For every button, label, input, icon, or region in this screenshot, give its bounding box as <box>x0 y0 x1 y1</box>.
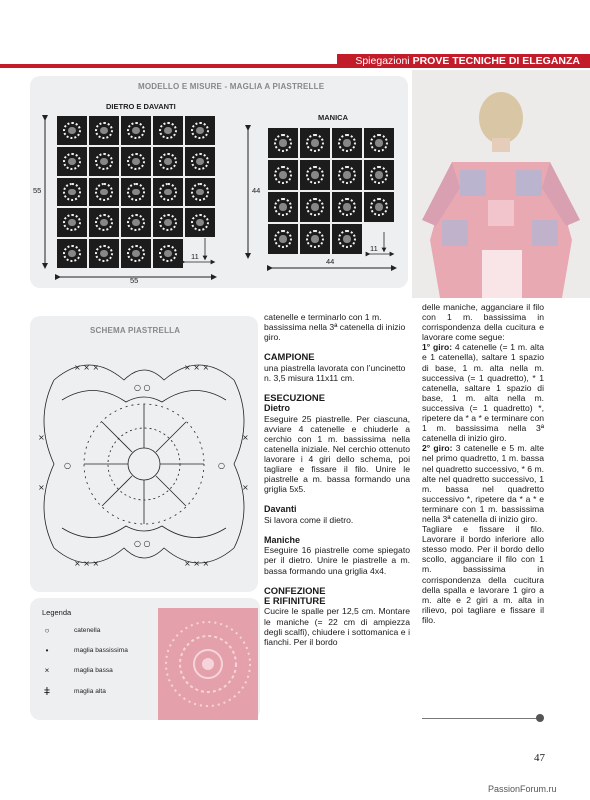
giro2-paragraph <box>422 443 544 524</box>
svg-text:× × ×: × × × <box>74 363 100 372</box>
body-width-label: 55 <box>130 276 139 285</box>
tile-square <box>300 128 330 158</box>
tile-square <box>300 224 330 254</box>
article-end-rule <box>422 718 538 719</box>
watermark: PassionForum.ru <box>488 784 557 794</box>
instructions-column-middle <box>264 312 410 657</box>
legend-item-chain <box>42 626 162 638</box>
dietro-text: Eseguire 25 piastrelle. Per ciascuna, avviare 4 catenelle e chiuderle a cerchio con 1 m. bassissima nella catenella iniziale. Nel cerchio ottenuto lavorare i 4 giri dello schema, poi tagliare e fissare il filo. Unire le piastrelle a m. bassa formando una griglia 5x5. <box>264 413 410 495</box>
legend-label-slip-stitch: maglia bassissima <box>74 647 128 654</box>
davanti-text: Si lavora come il dietro. <box>264 514 354 525</box>
campione-text: una piastrella lavorata con l’uncinetto n. 3,5 misura 11x11 cm. <box>264 362 406 383</box>
empty-tile-slot <box>364 224 394 254</box>
body-height-label: 55 <box>33 186 42 195</box>
giro2-text: 3 catenelle e 5 m. alte nel primo quadretto, 1 m. bassa nel quadretto successivo, * 6 m. alte nel quadretto successivo, 1 m. bassa nel quadretto successivo *, ripetere da * a * e terminare con 1 m. bassissima nella 3ª catenella di inizio giro. <box>422 443 544 524</box>
model-photo <box>412 70 590 298</box>
tile-square <box>332 192 362 222</box>
swatch-illustration <box>158 608 258 720</box>
svg-text:×: × <box>242 483 249 492</box>
tile-crochet-chart <box>34 340 254 588</box>
tile-square <box>364 160 394 190</box>
legend-item-slip-stitch <box>42 646 162 658</box>
section-prefix: Spiegazioni <box>355 55 410 67</box>
sleeve-width-label: 44 <box>326 257 335 266</box>
svg-text:○ ○: ○ ○ <box>134 539 151 548</box>
svg-text:○: ○ <box>218 461 225 470</box>
giro1-paragraph <box>422 342 544 443</box>
double-crochet-icon: ǂ <box>43 686 51 698</box>
model-photo-illustration <box>412 70 590 298</box>
legend-panel <box>30 598 260 720</box>
legend-item-double-crochet <box>42 686 162 700</box>
svg-text:○: ○ <box>64 461 71 470</box>
model-panel <box>30 76 408 288</box>
legend-item-single-crochet <box>42 666 162 678</box>
tile-square <box>300 192 330 222</box>
slip-stitch-icon: • <box>45 646 49 655</box>
legend-title: Legenda <box>42 608 72 617</box>
maniche-text: Eseguire 16 piastrelle come spiegato per il dietro. Unire le piastrelle a m. bassa formando una griglia 4x4. <box>264 545 410 576</box>
legend-label-chain: catenella <box>74 627 101 634</box>
section-title: PROVE TECNICHE DI ELEGANZA <box>412 55 580 67</box>
tile-square <box>332 224 362 254</box>
svg-text:× × ×: × × × <box>74 559 100 568</box>
tile-square <box>332 160 362 190</box>
sleeve-schematic-label: MANICA <box>318 113 348 122</box>
body-notch-label: 11 <box>191 252 199 261</box>
campione-heading: CAMPIONE <box>264 351 315 363</box>
sleeve-height-label: 44 <box>252 186 261 195</box>
svg-text:× × ×: × × × <box>184 363 210 372</box>
tile-square <box>268 192 298 222</box>
swatch-photo <box>158 608 258 720</box>
article-end-dot <box>536 714 544 722</box>
instructions-column-right <box>422 302 544 635</box>
svg-text:× × ×: × × × <box>184 559 210 568</box>
svg-text:×: × <box>38 433 45 442</box>
tile-square <box>364 128 394 158</box>
tile-square <box>300 160 330 190</box>
esecuzione-heading: ESECUZIONE <box>264 391 325 403</box>
right-outro: Tagliare e fissare il filo. Lavorare il bordo inferiore allo stesso modo. Per il bordo dello scollo, agganciare il filo con 1 m. bassissima in corrispondenza della cucitura della spalla e lavorare 1 giro a m. alte e 2 giri a m. alta in rilievo, poi tagliare e fissare il filo. <box>422 524 544 625</box>
svg-text:○ ○: ○ ○ <box>134 383 151 392</box>
confezione-heading-2: E RIFINITURE <box>264 595 326 607</box>
single-crochet-icon: × <box>44 666 50 675</box>
davanti-heading: Davanti <box>264 504 297 515</box>
sleeve-schematic-grid <box>268 128 394 254</box>
confezione-heading-1: CONFEZIONE <box>264 584 326 596</box>
svg-text:×: × <box>38 483 45 492</box>
legend-label-double-crochet: maglia alta <box>74 688 106 695</box>
model-panel-title: MODELLO E MISURE - MAGLIA A PIASTRELLE <box>138 82 325 91</box>
tile-schema-panel <box>30 316 258 592</box>
tile-square <box>332 128 362 158</box>
sleeve-notch-label: 11 <box>370 244 378 253</box>
right-intro: delle maniche, agganciare il filo con 1 m. bassissima in corrispondenza della cucitura e lavorare come segue: <box>422 302 544 343</box>
tile-square <box>364 192 394 222</box>
page-number: 47 <box>534 752 545 764</box>
giro2-label: 2° giro: <box>422 443 453 454</box>
middle-intro: catenelle e terminarlo con 1 m. bassissima nella 3ª catenella di inizio giro. <box>264 312 406 343</box>
chain-icon: ○ <box>44 626 50 635</box>
tile-square <box>268 128 298 158</box>
tile-schema-title: SCHEMA PIASTRELLA <box>90 326 181 335</box>
giro1-text: 4 catenelle (= 1 m. alta e 1 catenella), saltare 1 spazio di base, 1 m. alta nella m. successiva (= 1 quadretto), * 1 catenella, saltare 1 spazio di base, 1 m. alta nella m. successiva (= 1 quadretto) *, ripetere da * a * e terminare con 1 m. bassissima nella 3ª catenella di inizio giro. <box>422 342 544 444</box>
tile-square <box>268 160 298 190</box>
body-schematic-label: DIETRO E DAVANTI <box>106 102 176 111</box>
section-tab <box>337 54 590 68</box>
giro1-label: 1° giro: <box>422 342 453 353</box>
maniche-heading: Maniche <box>264 534 301 545</box>
tile-square <box>268 224 298 254</box>
dietro-heading: Dietro <box>264 403 291 414</box>
legend-label-single-crochet: maglia bassa <box>74 667 113 674</box>
confezione-text: Cucire le spalle per 12,5 cm. Montare le maniche (= 22 cm di ampiezza degli scalfi), chiudere i sottomanica e i fianchi. Per il bordo <box>264 606 410 647</box>
svg-text:×: × <box>242 433 249 442</box>
